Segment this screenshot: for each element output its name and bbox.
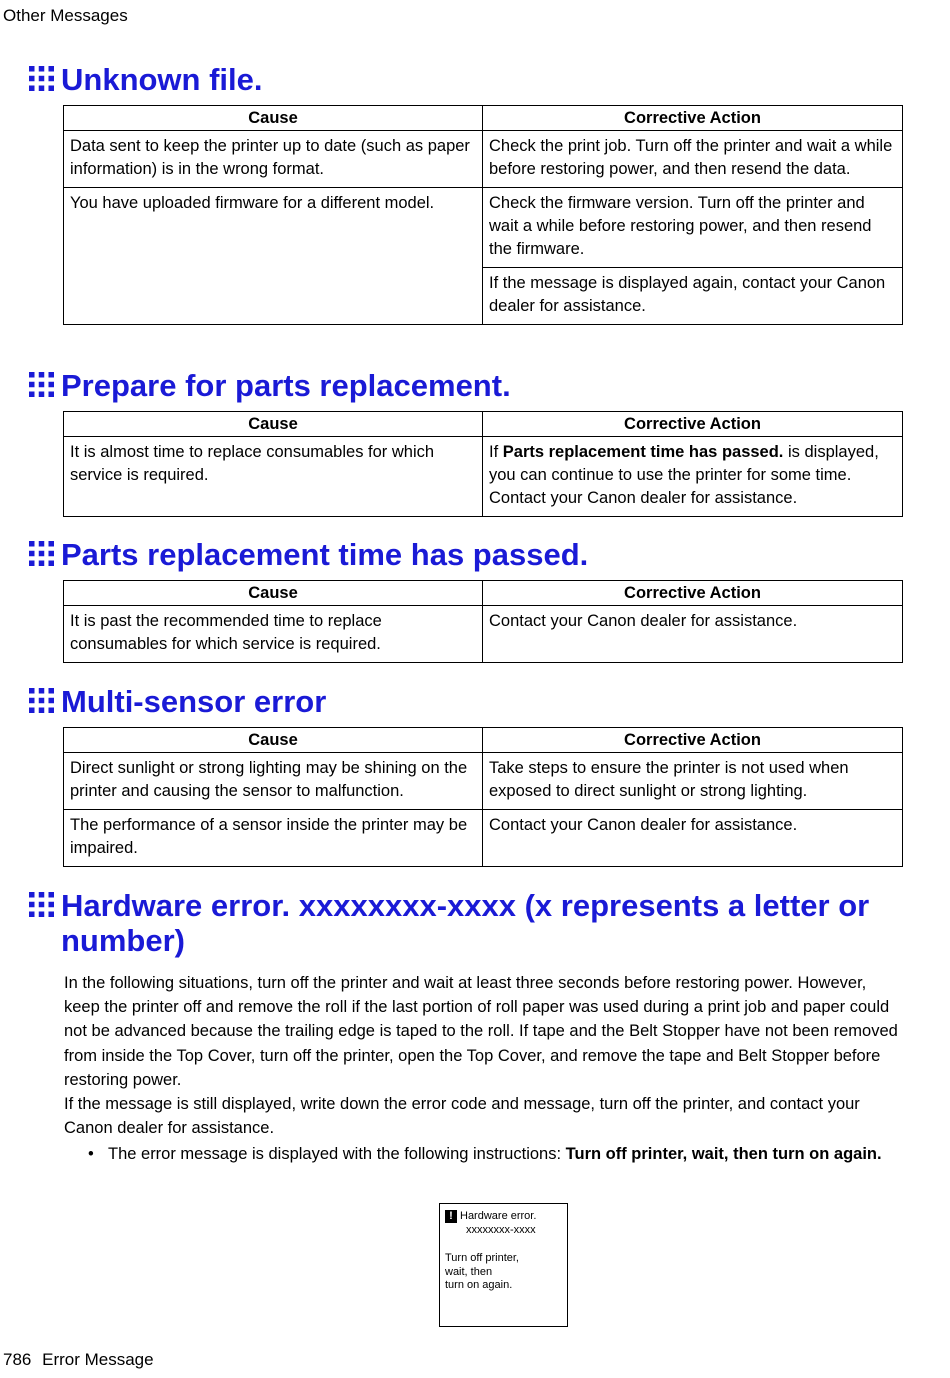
grid-icon: [29, 688, 54, 713]
table-row: [64, 606, 903, 663]
hardware-error-body: [64, 971, 906, 1167]
page-footer: [3, 1350, 154, 1370]
column-header-action: Corrective Action: [483, 106, 903, 131]
cause-cell: Direct sunlight or strong lighting may be shining on the printer and causing the sensor to malfunction.: [64, 753, 483, 810]
message-name: Parts replacement time has passed.: [502, 443, 784, 461]
action-cell: Contact your Canon dealer for assistance.: [483, 606, 903, 663]
grid-icon: [29, 66, 54, 91]
section-heading-parts-passed: [29, 537, 896, 572]
section-title: Multi-sensor error: [61, 684, 327, 719]
display-line: Hardware error.: [460, 1210, 537, 1222]
section-heading-multi-sensor: [29, 684, 896, 719]
footer-section-name: Error Message: [42, 1350, 154, 1369]
action-cell: Check the print job. Turn off the printer and wait a while before restoring power, and then resend the data.: [483, 131, 903, 188]
action-text: is displayed, you can continue to use the printer for some time. Contact your Canon dealer for assistance.: [489, 443, 879, 507]
bullet-text: [108, 1142, 882, 1166]
action-cell: Contact your Canon dealer for assistance.: [483, 810, 903, 867]
column-header-action: Corrective Action: [483, 412, 903, 437]
action-cell: [483, 437, 903, 517]
section-heading-hardware-error: [29, 888, 896, 958]
paragraph: If the message is still displayed, write down the error code and message, turn off the printer, and contact your Canon dealer for assistance.: [64, 1095, 860, 1138]
table-header-row: [64, 728, 903, 753]
bullet-text-plain: The error message is displayed with the following instructions:: [108, 1145, 566, 1164]
grid-icon: [29, 541, 54, 566]
section-title: Parts replacement time has passed.: [61, 537, 589, 572]
table-row: [64, 188, 903, 268]
table-header-row: [64, 106, 903, 131]
action-cell: Take steps to ensure the printer is not used when exposed to direct sunlight or strong lighting.: [483, 753, 903, 810]
column-header-cause: Cause: [64, 106, 483, 131]
warning-icon: !: [445, 1210, 457, 1223]
section-heading-prepare-parts: [29, 368, 896, 403]
bullet-text-bold: Turn off printer, wait, then turn on again.: [565, 1145, 882, 1164]
action-text: If: [489, 443, 503, 461]
section-title: Unknown file.: [61, 62, 263, 97]
column-header-cause: Cause: [64, 728, 483, 753]
section-heading-unknown-file: [29, 62, 896, 97]
section-title: Prepare for parts replacement.: [61, 368, 511, 403]
page-number: 786: [3, 1350, 32, 1369]
action-cell: If the message is displayed again, contact your Canon dealer for assistance.: [483, 268, 903, 325]
display-line: turn on again.: [445, 1279, 513, 1291]
bullet-marker: •: [88, 1145, 94, 1164]
cause-cell: It is almost time to replace consumables for which service is required.: [64, 437, 483, 517]
column-header-cause: Cause: [64, 581, 483, 606]
display-line: xxxxxxxx-xxxx: [466, 1224, 536, 1236]
column-header-action: Corrective Action: [483, 581, 903, 606]
section-title: Hardware error. xxxxxxxx-xxxx (x represents a letter or number): [61, 888, 870, 958]
table-prepare-parts: [63, 411, 903, 517]
running-head: Other Messages: [3, 6, 128, 25]
display-line: Turn off printer,: [445, 1252, 519, 1264]
paragraph: In the following situations, turn off the printer and wait at least three seconds before restoring power. However, keep the printer off and remove the roll if the last portion of roll paper was used during a print job and paper could not be advanced because the trailing edge is taped to the roll. If tape and the Belt Stopper have not been removed from inside the Top Cover, turn off the printer, open the Top Cover, and remove the tape and Belt Stopper before restoring power.: [64, 974, 898, 1089]
table-parts-passed: [63, 580, 903, 663]
action-cell: Check the firmware version. Turn off the printer and wait a while before restoring power, and then resend the firmware.: [483, 188, 903, 268]
table-row: [64, 810, 903, 867]
column-header-cause: Cause: [64, 412, 483, 437]
table-row: [64, 437, 903, 517]
grid-icon: [29, 892, 54, 917]
cause-cell: Data sent to keep the printer up to date (such as paper information) is in the wrong format.: [64, 131, 483, 188]
grid-icon: [29, 372, 54, 397]
table-row: [64, 131, 903, 188]
cause-cell: The performance of a sensor inside the printer may be impaired.: [64, 810, 483, 867]
column-header-action: Corrective Action: [483, 728, 903, 753]
table-header-row: [64, 412, 903, 437]
display-line: wait, then: [445, 1265, 493, 1278]
table-header-row: [64, 581, 903, 606]
table-multi-sensor: [63, 727, 903, 867]
display-panel-illustration: [439, 1203, 568, 1327]
list-item: [64, 1142, 906, 1166]
table-row: [64, 753, 903, 810]
cause-cell: It is past the recommended time to replace consumables for which service is required.: [64, 606, 483, 663]
cause-cell: You have uploaded firmware for a different model.: [64, 188, 483, 325]
table-unknown-file: [63, 105, 903, 325]
